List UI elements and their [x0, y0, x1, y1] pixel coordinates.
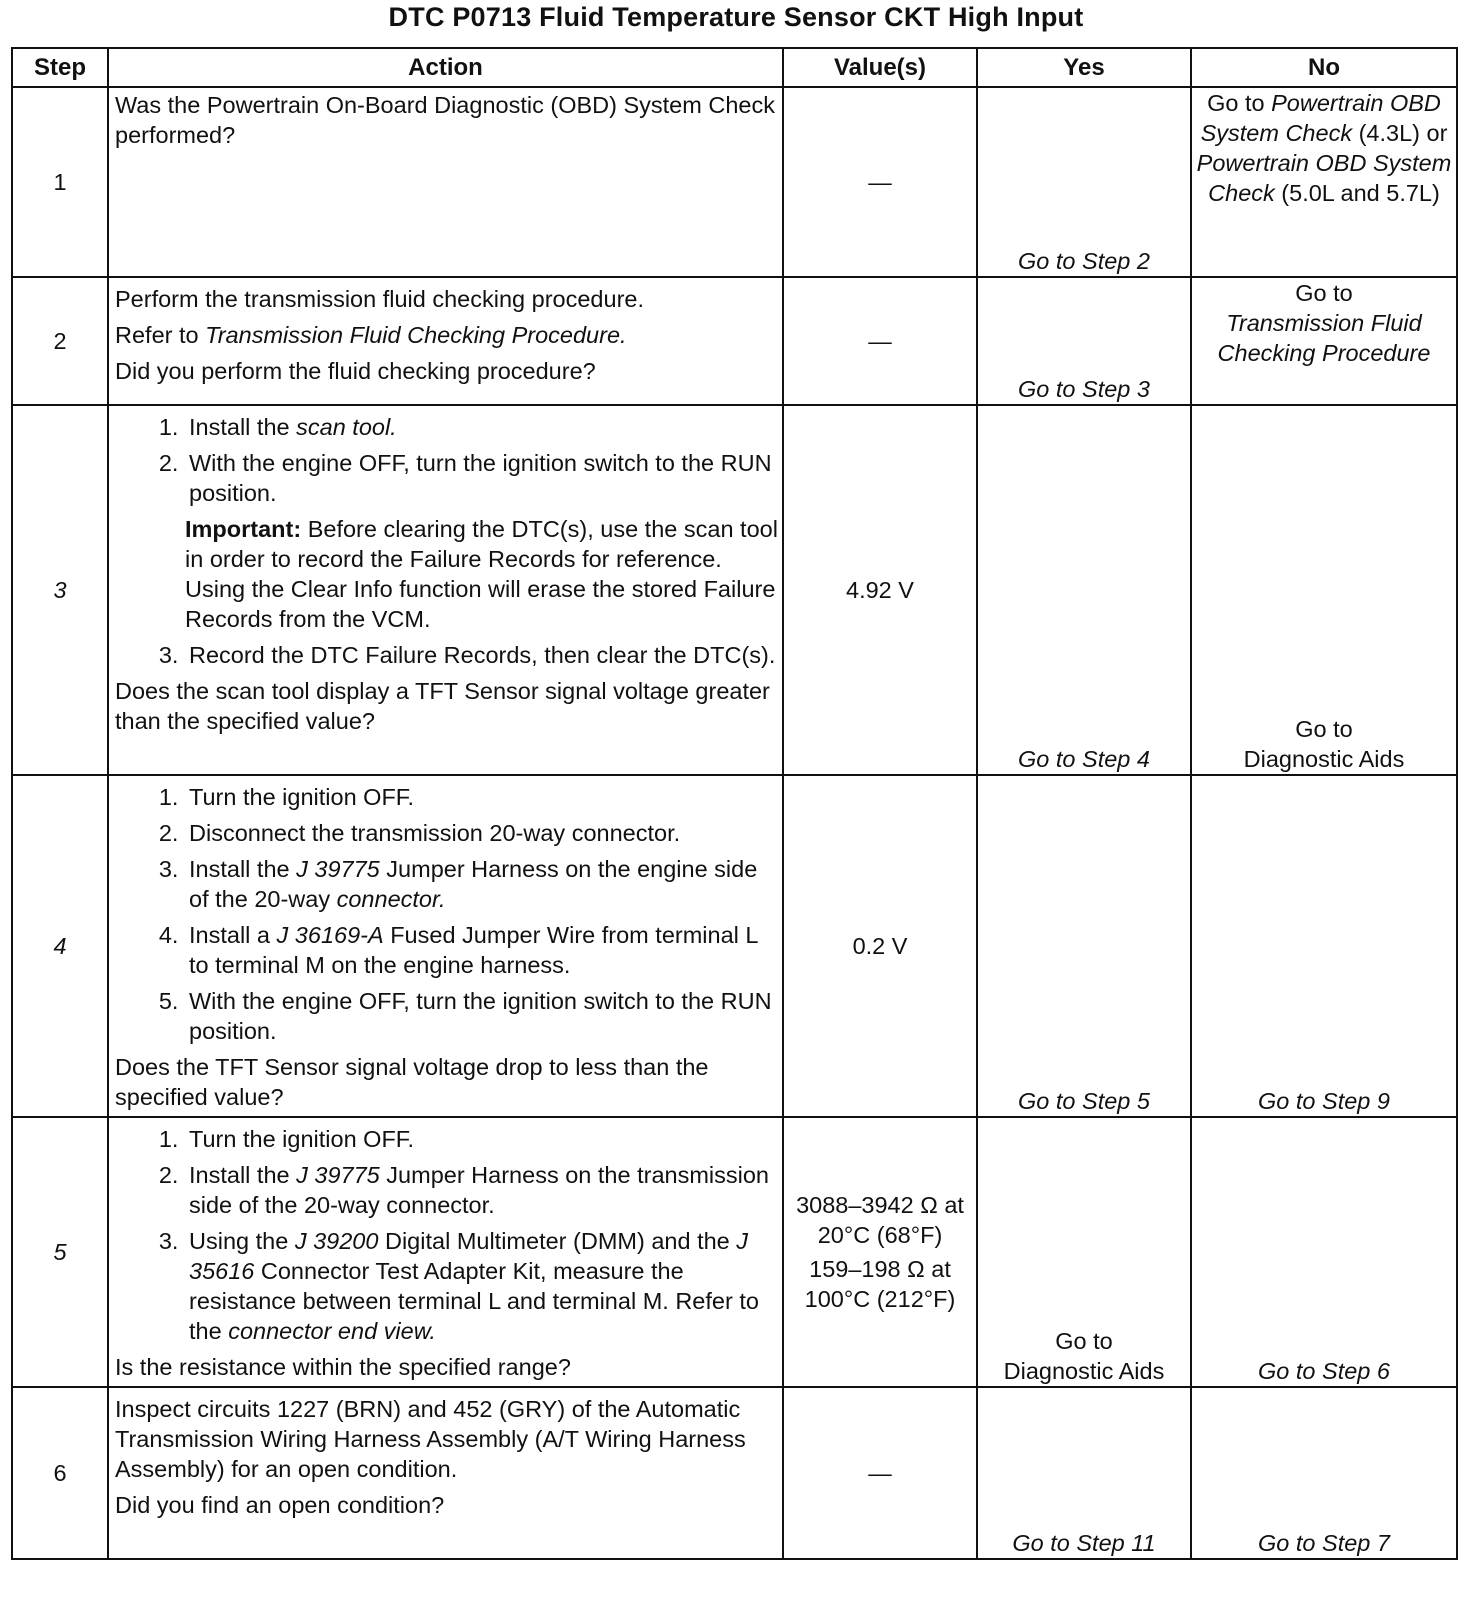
yes-goto-label: Go to	[1055, 1328, 1113, 1354]
tool-reference: J 39200	[294, 1228, 379, 1254]
yes-goto: Go to Step 5	[1018, 1088, 1150, 1114]
action-text: Install the	[189, 856, 297, 882]
action-line	[115, 320, 776, 350]
yes-cell	[977, 405, 1191, 775]
no-goto-label: Go to	[1295, 280, 1353, 306]
no-cell	[1191, 1387, 1457, 1559]
action-item	[185, 920, 776, 980]
action-reference: connector end view.	[228, 1318, 436, 1344]
action-text: Fused Jumper Wire from terminal L to terminal M on the engine harness.	[189, 922, 758, 978]
action-text: Using the	[189, 1228, 295, 1254]
header-no: No	[1191, 48, 1457, 87]
action-reference: Transmission Fluid Checking Procedure.	[205, 322, 627, 348]
yes-goto: Go to Step 4	[1018, 746, 1150, 772]
tool-reference: J 36169-A	[276, 922, 384, 948]
table-row-step-4	[12, 775, 1457, 1117]
no-text: (5.0L and 5.7L)	[1274, 180, 1440, 206]
value-cell: —	[783, 277, 977, 405]
action-item: 3. Record the DTC Failure Records, then clear the DTC(s).	[185, 640, 778, 670]
action-line: Inspect circuits 1227 (BRN) and 452 (GRY) of the Automatic Transmission Wiring Harness Assembly (A/T Wiring Harness Assembly) for an open condition.	[115, 1396, 746, 1482]
no-text: Go to	[1207, 90, 1272, 116]
action-item	[185, 854, 776, 914]
action-cell	[108, 277, 783, 405]
action-item: 1. Turn the ignition OFF.	[185, 1124, 776, 1154]
step-number: 6	[12, 1387, 108, 1559]
no-goto: Go to Step 9	[1258, 1088, 1390, 1114]
action-question: Does the TFT Sensor signal voltage drop to less than the specified value?	[115, 1054, 709, 1110]
action-item	[185, 412, 778, 442]
step-number: 3	[12, 405, 108, 775]
resistance-spec-20c: 3088–3942 Ω at 20°C (68°F)	[796, 1192, 964, 1248]
value-cell: 0.2 V	[783, 775, 977, 1117]
yes-cell	[977, 775, 1191, 1117]
no-goto-target: Transmission Fluid Checking Procedure	[1217, 310, 1431, 366]
action-item: 1. Turn the ignition OFF.	[185, 782, 776, 812]
header-action: Action	[108, 48, 783, 87]
action-item: 2. Disconnect the transmission 20-way connector.	[185, 818, 776, 848]
table-row-step-5	[12, 1117, 1457, 1387]
note-text: Before clearing the DTC(s), use the scan tool in order to record the Failure Records for reference. Using the Clear Info function will erase the stored Failure Records from the VCM.	[185, 516, 778, 632]
resistance-spec-100c: 159–198 Ω at 100°C (212°F)	[804, 1256, 956, 1312]
action-text: Install the	[189, 1162, 297, 1188]
no-cell	[1191, 405, 1457, 775]
table-row-step-1	[12, 87, 1457, 277]
action-reference: connector.	[336, 886, 446, 912]
action-item: 5. With the engine OFF, turn the ignition switch to the RUN position.	[185, 986, 776, 1046]
action-cell	[108, 87, 783, 277]
action-text: Install a	[189, 922, 277, 948]
action-item: 2. With the engine OFF, turn the ignition switch to the RUN position.	[185, 448, 778, 508]
action-cell	[108, 775, 783, 1117]
action-line: Perform the transmission fluid checking procedure.	[115, 286, 644, 312]
value-cell: —	[783, 87, 977, 277]
action-text: Jumper Harness on the engine side of the 20-way	[189, 856, 758, 912]
step-number: 1	[12, 87, 108, 277]
no-cell	[1191, 775, 1457, 1117]
table-row-step-2	[12, 277, 1457, 405]
step-number: 2	[12, 277, 108, 405]
action-question: Does the scan tool display a TFT Sensor signal voltage greater than the specified value?	[115, 678, 770, 734]
tool-reference: J 39775	[296, 856, 380, 882]
yes-goto: Go to Step 11	[1012, 1530, 1156, 1556]
action-text: Install the	[189, 414, 297, 440]
action-cell	[108, 405, 783, 775]
action-question: Is the resistance within the specified range?	[115, 1354, 571, 1380]
no-cell	[1191, 277, 1457, 405]
value-cell: 4.92 V	[783, 405, 977, 775]
no-text: (4.3L) or	[1352, 120, 1448, 146]
no-goto: Go to Step 6	[1258, 1358, 1390, 1384]
value-cell	[783, 1117, 977, 1387]
no-goto-target: Diagnostic Aids	[1243, 746, 1405, 772]
action-question: Was the Powertrain On-Board Diagnostic (OBD) System Check performed?	[115, 92, 775, 148]
important-note	[185, 514, 778, 634]
yes-cell	[977, 277, 1191, 405]
action-item	[185, 1226, 776, 1346]
action-cell	[108, 1387, 783, 1559]
action-text: Refer to	[115, 322, 206, 348]
step-number: 4	[12, 775, 108, 1117]
action-question: Did you perform the fluid checking procedure?	[115, 358, 596, 384]
table-row-step-3	[12, 405, 1457, 775]
no-link-obd-57: Powertrain OBD System Check	[1196, 150, 1452, 206]
yes-goto: Go to Step 3	[1018, 376, 1150, 402]
no-link-obd-43: Powertrain OBD System Check	[1200, 90, 1441, 146]
header-values: Value(s)	[783, 48, 977, 87]
table-row-step-6	[12, 1387, 1457, 1559]
yes-cell	[977, 87, 1191, 277]
note-label: Important:	[185, 516, 302, 542]
action-item	[185, 1160, 776, 1220]
action-reference: scan tool.	[296, 414, 397, 440]
no-goto-label: Go to	[1295, 716, 1353, 742]
header-step: Step	[12, 48, 108, 87]
action-text: Jumper Harness on the transmission side of the 20-way connector.	[189, 1162, 769, 1218]
header-yes: Yes	[977, 48, 1191, 87]
header-row	[12, 48, 1457, 87]
tool-reference: J 39775	[296, 1162, 380, 1188]
tool-reference: J 35616	[189, 1228, 749, 1284]
yes-cell	[977, 1387, 1191, 1559]
no-cell	[1191, 87, 1457, 277]
action-text: Digital Multimeter (DMM) and the	[378, 1228, 737, 1254]
diagnostic-table	[11, 47, 1458, 1560]
action-question: Did you find an open condition?	[115, 1492, 445, 1518]
action-cell	[108, 1117, 783, 1387]
action-text: Connector Test Adapter Kit, measure the resistance between terminal L and terminal M. Refer to the	[189, 1258, 759, 1344]
yes-cell	[977, 1117, 1191, 1387]
page-title: DTC P0713 Fluid Temperature Sensor CKT High Input	[388, 2, 1084, 32]
no-goto: Go to Step 7	[1258, 1530, 1390, 1556]
step-number: 5	[12, 1117, 108, 1387]
value-cell: —	[783, 1387, 977, 1559]
no-cell	[1191, 1117, 1457, 1387]
yes-goto: Go to Step 2	[1018, 248, 1150, 274]
yes-goto-target: Diagnostic Aids	[1003, 1358, 1165, 1384]
